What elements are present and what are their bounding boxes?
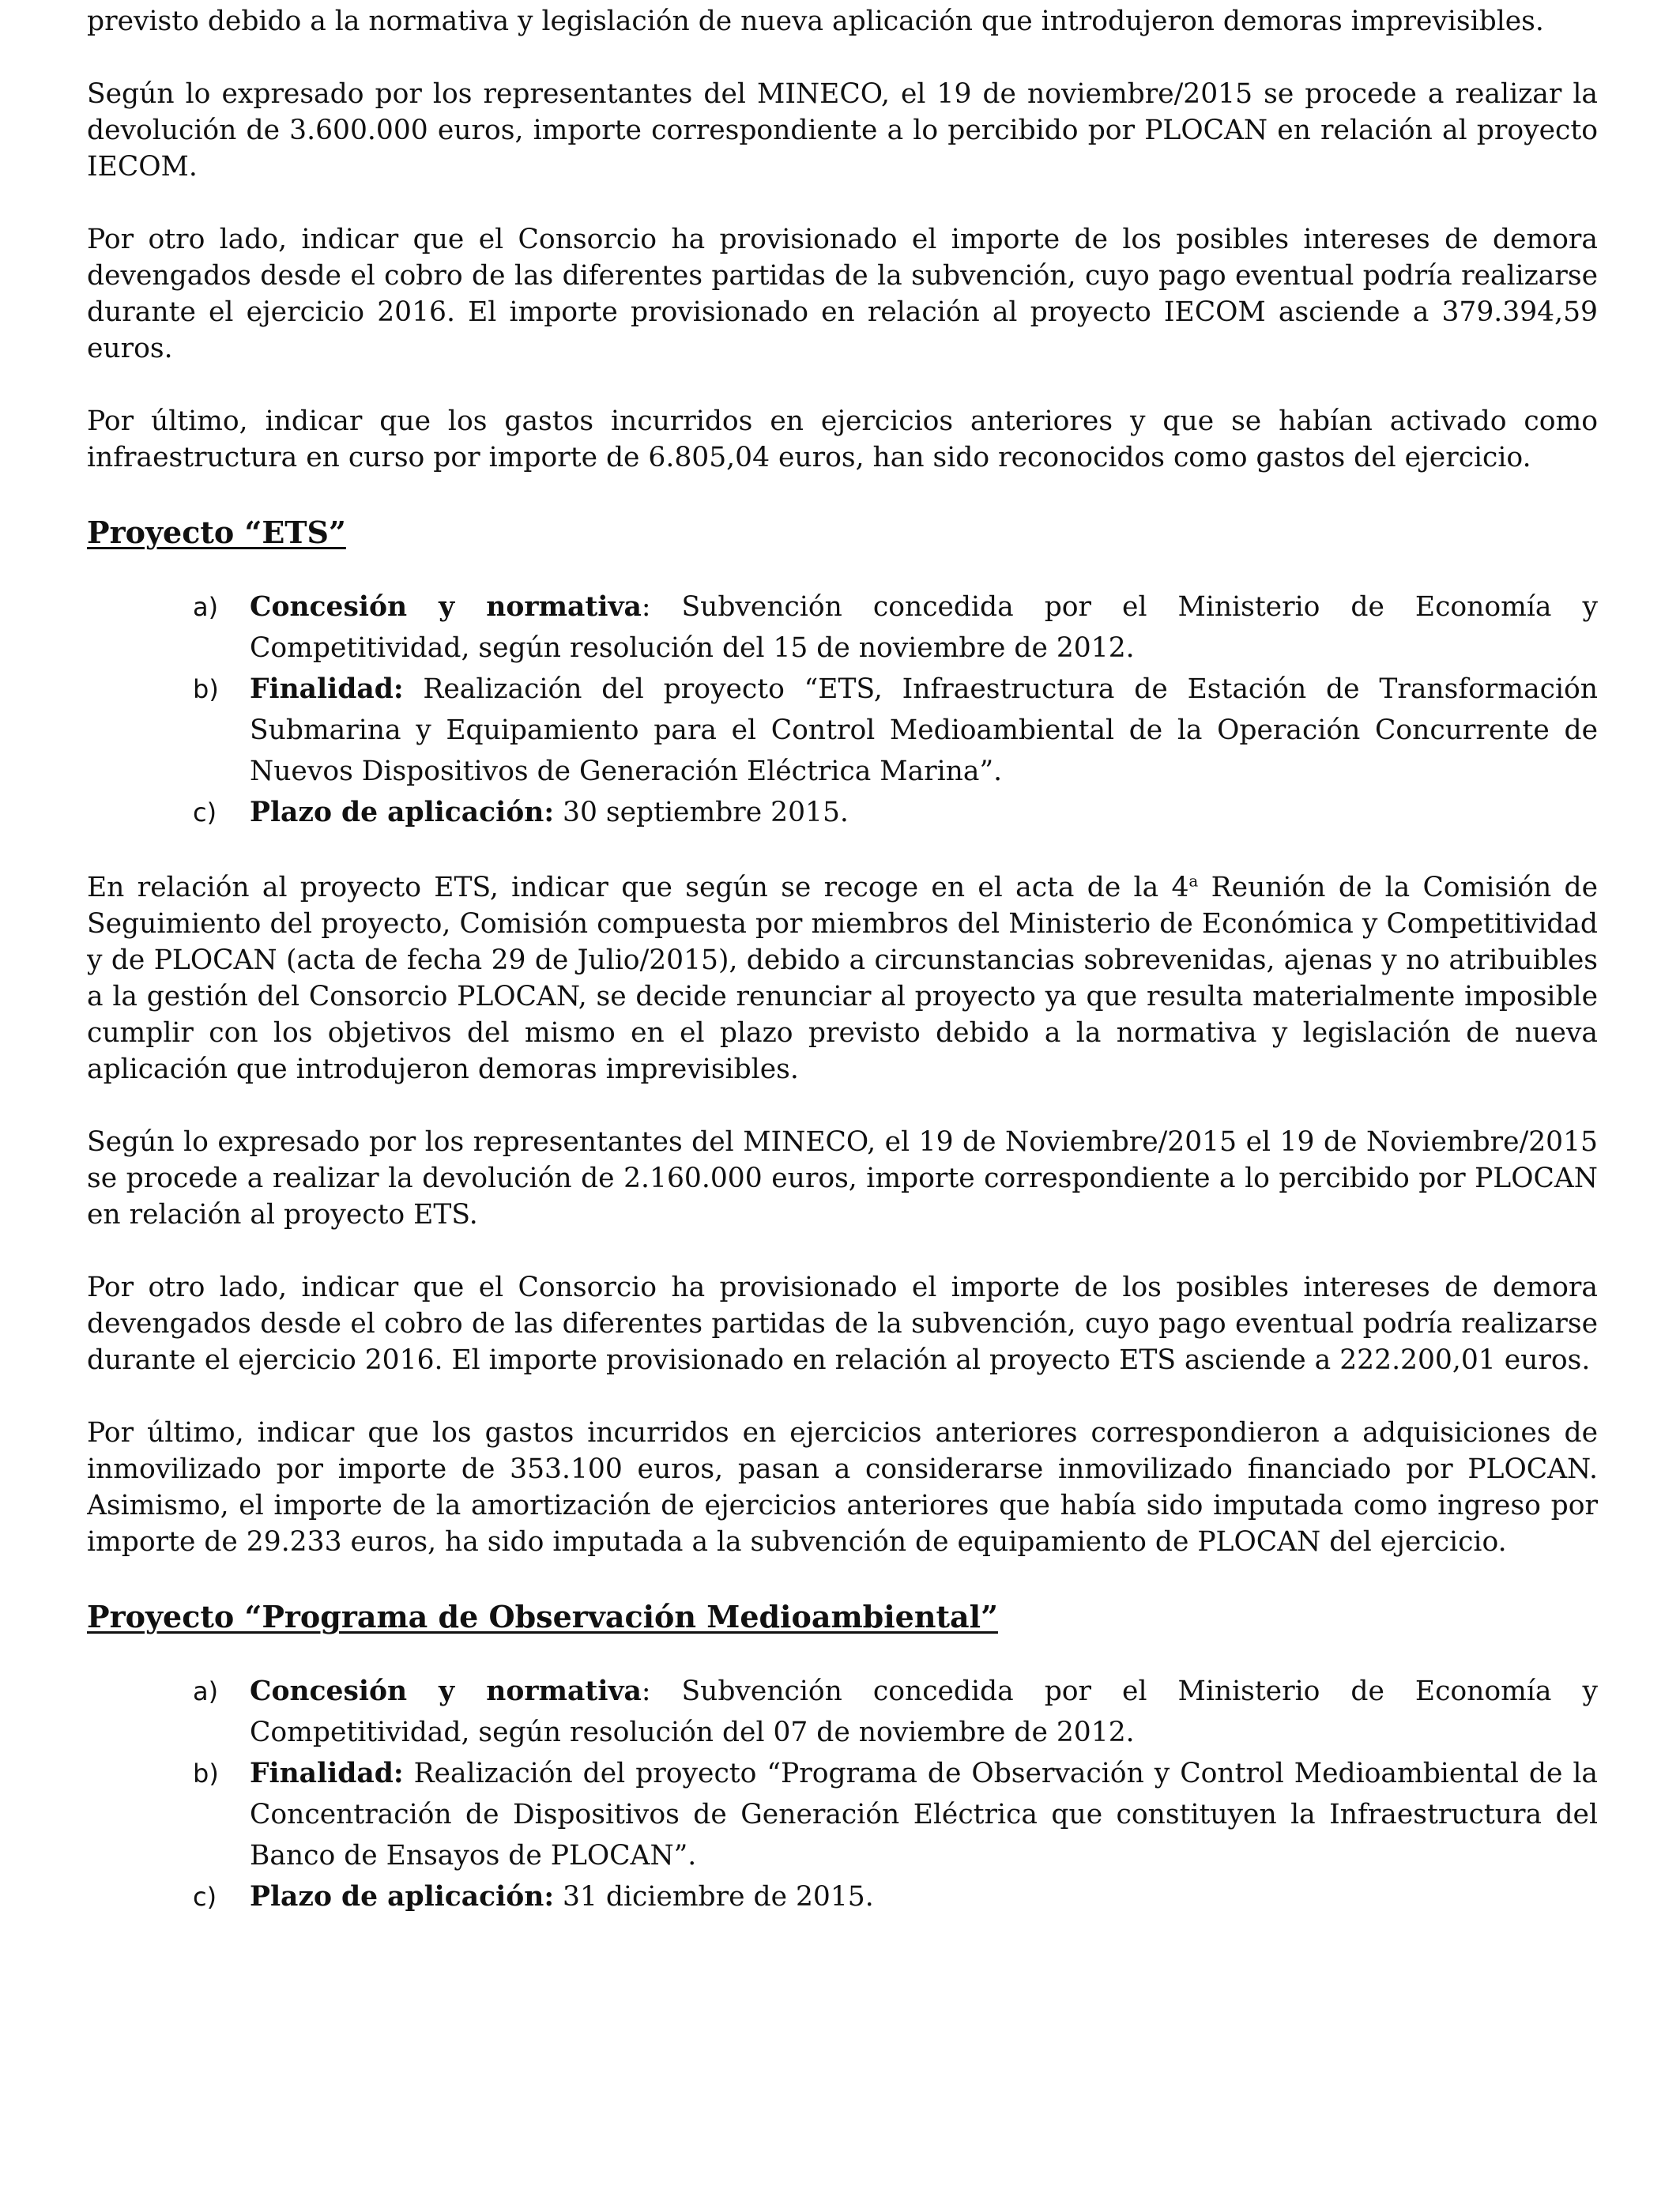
list-item-label: Concesión y normativa [250, 1676, 642, 1707]
paragraph-iecom-delay-end: previsto debido a la normativa y legislación de nueva aplicación que introdujeron demoras imprevisibles. [87, 6, 1544, 37]
paragraph-ets-renunciation-after: Reunión de la Comisión de Seguimiento del proyecto, Comisión compuesta por miembros del Ministerio de Económica y Competitividad y de PLOCAN (acta de fecha 29 de Julio/2015), debido a circunstancias sobrevenidas, ajenas y no atribuibles a la gestión del Consorcio PLOCAN, se decide renunciar al proyecto ya que resulta materialmente imposible cumplir con los objetivos del mismo en el plazo previsto debido a la normativa y legislación de nueva aplicación que introdujeron demoras imprevisibles. [87, 872, 1598, 1085]
environmental-observation-details-list [87, 1671, 1598, 1917]
list-item-text: Realización del proyecto “Programa de Observación y Control Medioambiental de la Concentración de Dispositivos de Generación Eléctrica que constituyen la Infraestructura del Banco de Ensayos de PLOCAN”. [250, 1758, 1598, 1872]
list-item-label: Plazo de aplicación: [250, 797, 555, 828]
ets-purpose-item [193, 669, 1598, 792]
document-page [87, 3, 1598, 2185]
paragraph-iecom-refund: Según lo expresado por los representantes del MINECO, el 19 de noviembre/2015 se procede a realizar la devolución de 3.600.000 euros, importe correspondiente a lo percibido por PLOCAN en relación al proyecto IECOM. [87, 78, 1598, 183]
ets-deadline-item [193, 792, 1598, 833]
list-marker: b) [193, 674, 219, 704]
list-item-text: : Subvención concedida por el Ministerio de Economía y Competitividad, según resolución del 07 de noviembre de 2012. [250, 1676, 1598, 1748]
list-marker: c) [193, 797, 217, 827]
paragraph-iecom-provision: Por otro lado, indicar que el Consorcio ha provisionado el importe de los posibles intereses de demora devengados desde el cobro de las diferentes partidas de la subvención, cuyo pago eventual podría realizarse durante el ejercicio 2016. El importe provisionado en relación al proyecto IECOM asciende a 379.394,59 euros. [87, 224, 1598, 364]
paragraph-ets-prior-expenses: Por último, indicar que los gastos incurridos en ejercicios anteriores correspondieron a adquisiciones de inmovilizado por importe de 353.100 euros, pasan a considerarse inmovilizado financiado por PLOCAN. Asimismo, el importe de la amortización de ejercicios anteriores que había sido imputada como ingreso por importe de 29.233 euros, ha sido imputada a la subvención de equipamiento de PLOCAN del ejercicio. [87, 1417, 1598, 1558]
list-marker: a) [193, 1676, 219, 1706]
paragraph-ets-renunciation [87, 869, 1598, 1088]
paragraph-iecom-prior-expenses: Por último, indicar que los gastos incurridos en ejercicios anteriores y que se habían activado como infraestructura en curso por importe de 6.805,04 euros, han sido reconocidos como gastos del ejercicio. [87, 405, 1598, 473]
list-item-text: 31 diciembre de 2015. [554, 1881, 874, 1913]
ordinal-superscript: a [1188, 871, 1199, 891]
list-item-text: 30 septiembre 2015. [554, 797, 849, 828]
environmental-observation-purpose-item [193, 1753, 1598, 1876]
list-item-text: : Subvención concedida por el Ministerio de Economía y Competitividad, según resolución del 15 de noviembre de 2012. [250, 591, 1598, 664]
ets-concession-item [193, 586, 1598, 669]
section-title-ets: Proyecto “ETS” [87, 515, 346, 550]
list-item-label: Finalidad: [250, 1758, 404, 1789]
paragraph-ets-refund: Según lo expresado por los representantes del MINECO, el 19 de Noviembre/2015 el 19 de Noviembre/2015 se procede a realizar la devolución de 2.160.000 euros, importe correspondiente a lo percibido por PLOCAN en relación al proyecto ETS. [87, 1126, 1598, 1231]
environmental-observation-concession-item [193, 1671, 1598, 1753]
list-marker: b) [193, 1759, 219, 1789]
environmental-observation-deadline-item [193, 1876, 1598, 1917]
list-item-label: Finalidad: [250, 673, 404, 705]
section-title-environmental-observation: Proyecto “Programa de Observación Medioambiental” [87, 1599, 998, 1634]
list-item-label: Concesión y normativa [250, 591, 642, 623]
list-item-text: Realización del proyecto “ETS, Infraestructura de Estación de Transformación Submarina y Equipamiento para el Control Medioambiental de la Operación Concurrente de Nuevos Dispositivos de Generación Eléctrica Marina”. [250, 673, 1598, 787]
list-marker: c) [193, 1882, 217, 1912]
paragraph-ets-renunciation-before: En relación al proyecto ETS, indicar que según se recoge en el acta de la 4 [87, 872, 1189, 903]
paragraph-ets-provision: Por otro lado, indicar que el Consorcio ha provisionado el importe de los posibles intereses de demora devengados desde el cobro de las diferentes partidas de la subvención, cuyo pago eventual podría realizarse durante el ejercicio 2016. El importe provisionado en relación al proyecto ETS asciende a 222.200,01 euros. [87, 1272, 1598, 1376]
ets-details-list [87, 586, 1598, 833]
list-marker: a) [193, 592, 219, 622]
list-item-label: Plazo de aplicación: [250, 1881, 555, 1913]
